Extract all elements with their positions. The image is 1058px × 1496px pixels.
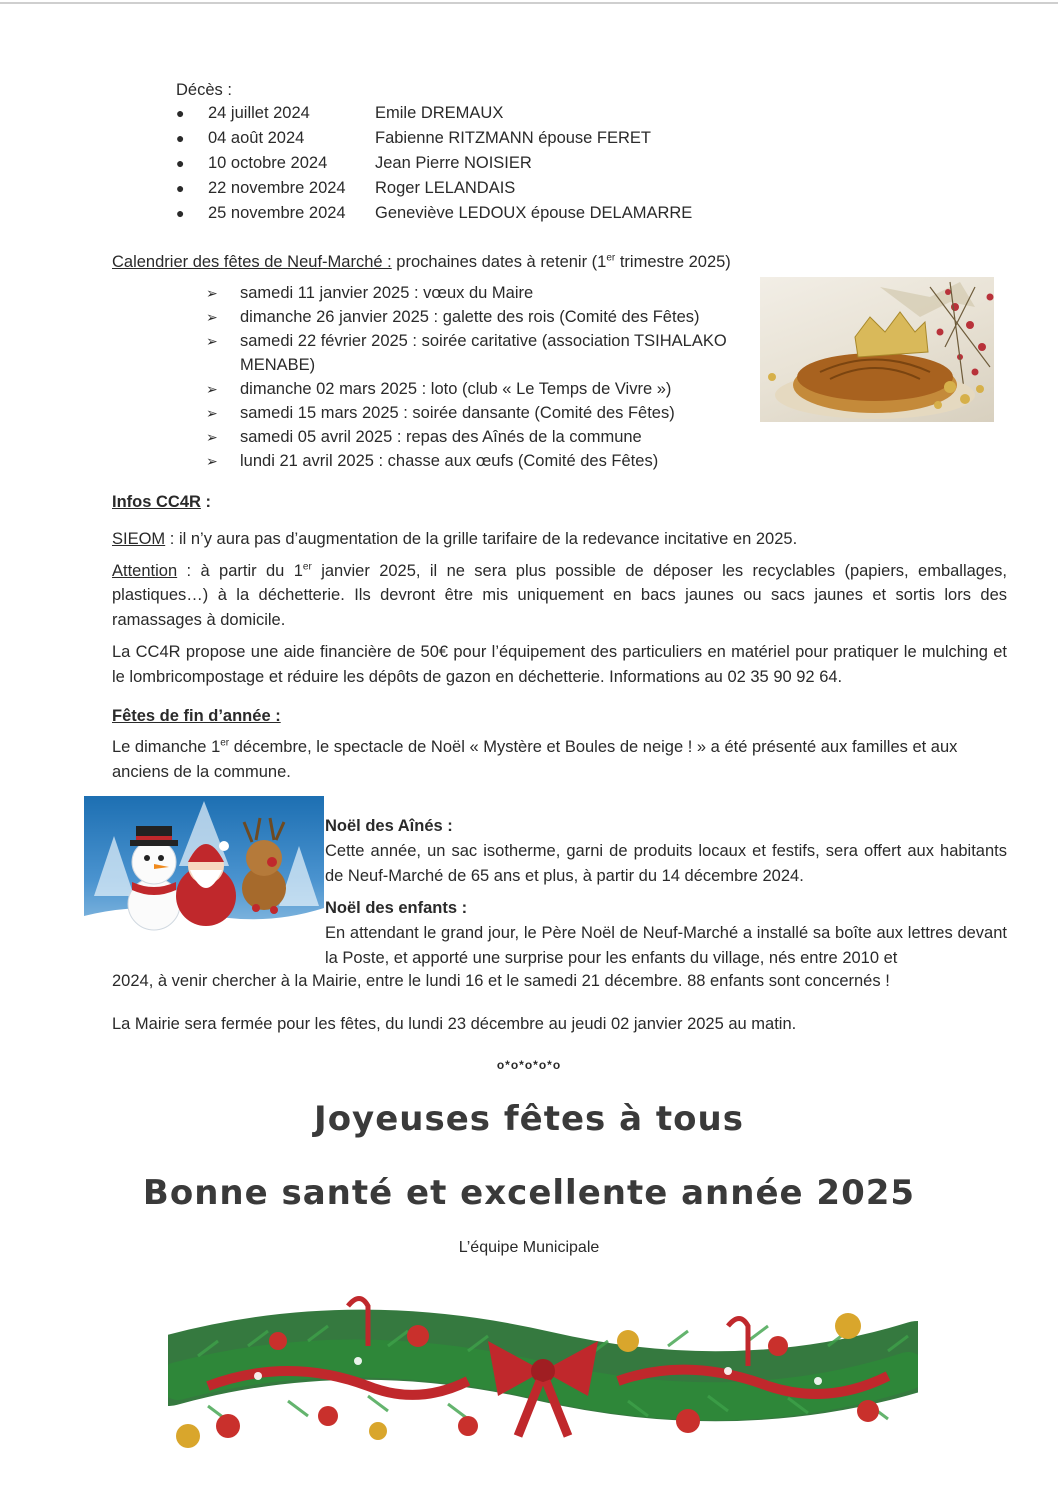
calendar-event-text: samedi 15 mars 2025 : soirée dansante (Comité des Fêtes): [240, 404, 675, 422]
arrow-right-icon: ➢: [206, 285, 218, 301]
calendar-event-text: samedi 05 avril 2025 : repas des Aînés de la commune: [240, 428, 642, 446]
fetes-text-b: décembre, le spectacle de Noël « Mystère et Boules de neige ! » a été présenté aux familles et aux anciens de la commune.: [112, 737, 958, 781]
galette-photo: [760, 277, 994, 422]
deces-name: Roger LELANDAIS: [375, 179, 516, 197]
fetes-paragraph: [112, 735, 1007, 785]
christmas-garland: [168, 1286, 918, 1456]
noel-section: [325, 814, 1007, 971]
bullet-icon: ●: [176, 180, 185, 196]
calendar-event: [206, 329, 746, 377]
calendar-title: Calendrier des fêtes de Neuf-Marché :: [112, 253, 392, 271]
noel-enfants-text-continued: 2024, à venir chercher à la Mairie, entre le lundi 16 et le samedi 21 décembre. 88 enfants sont concernés !: [112, 972, 890, 990]
arrow-right-icon: ➢: [206, 381, 218, 397]
calendar-event: [206, 377, 746, 401]
infos-title-colon: :: [200, 493, 212, 511]
bullet-icon: ●: [176, 205, 185, 221]
snowman-santa-reindeer-illustration: [84, 796, 324, 948]
signature: L’équipe Municipale: [458, 1239, 600, 1256]
attention-label: Attention: [112, 561, 178, 580]
calendar-event-text: samedi 11 janvier 2025 : vœux du Maire: [240, 284, 534, 302]
calendar-event-text: dimanche 26 janvier 2025 : galette des rois (Comité des Fêtes): [240, 308, 700, 326]
infos-heading: [112, 490, 1007, 515]
noel-aines-text: Cette année, un sac isotherme, garni de produits locaux et festifs, sera offert aux habitants de Neuf-Marché de 65 ans et plus, à partir du 14 décembre 2024.: [325, 841, 1007, 885]
calendar-intro-a: prochaines dates à retenir (1: [391, 253, 607, 271]
calendar-heading: [112, 250, 731, 275]
calendar-event: [206, 401, 746, 425]
noel-enfants-title: Noël des enfants :: [325, 899, 468, 918]
sieom-text: : il n’y aura pas d’augmentation de la grille tarifaire de la redevance incitative en 2025.: [165, 529, 798, 548]
noel-enfants-text: En attendant le grand jour, le Père Noël de Neuf-Marché a installé sa boîte aux lettres devant la Poste, et apporté une surprise pour les enfants du village, nés entre 2010 et: [325, 924, 1007, 967]
infos-cc4r-section: [112, 490, 1007, 689]
calendar-intro-b: trimestre 2025): [615, 253, 731, 271]
sieom-paragraph: [112, 527, 1007, 552]
deces-name: Emile DREMAUX: [375, 104, 504, 122]
attention-text-a: : à partir du 1: [177, 561, 303, 580]
deces-date: 22 novembre 2024: [208, 179, 346, 197]
page-top-border: [0, 2, 1058, 4]
deces-name: Fabienne RITZMANN épouse FERET: [375, 129, 652, 147]
infos-title: Infos CC4R: [112, 493, 201, 511]
calendar-event: [206, 281, 746, 305]
deces-date: 10 octobre 2024: [208, 154, 328, 172]
fetes-title: Fêtes de fin d’année :: [112, 707, 281, 725]
calendar-event-list: [206, 281, 746, 473]
arrow-right-icon: ➢: [206, 333, 218, 349]
calendar-event: [206, 449, 746, 473]
fetes-text-a: Le dimanche 1: [112, 737, 221, 756]
aide-paragraph: La CC4R propose une aide financière de 50€ pour l’équipement des particuliers en matériel pour pratiquer le mulching et le lombricompostage et réduire les dépôts de gazon en déchetterie. Informations au 02 35 90 92 64.: [112, 642, 1007, 686]
bullet-icon: ●: [176, 130, 185, 146]
calendar-event: [206, 425, 746, 449]
greeting-line-2: Bonne santé et excellente année 2025: [142, 1173, 916, 1213]
deces-date: 04 août 2024: [208, 129, 305, 147]
calendar-event-text: lundi 21 avril 2025 : chasse aux œufs (Comité des Fêtes): [240, 452, 659, 470]
bullet-icon: ●: [176, 105, 185, 121]
sieom-label: SIEOM: [112, 529, 166, 548]
arrow-right-icon: ➢: [206, 453, 218, 469]
calendar-intro-sup: er: [606, 252, 616, 264]
greeting-line-1: Joyeuses fêtes à tous: [314, 1099, 744, 1139]
deces-date: 24 juillet 2024: [208, 104, 310, 122]
mairie-closed-notice: La Mairie sera fermée pour les fêtes, du lundi 23 décembre au jeudi 02 janvier 2025 au matin.: [112, 1015, 797, 1033]
deces-heading: Décès :: [176, 81, 232, 99]
attention-sup: er: [302, 561, 312, 572]
calendar-event-text: dimanche 02 mars 2025 : loto (club « Le Temps de Vivre »): [240, 380, 672, 398]
noel-aines-title: Noël des Aînés :: [325, 817, 453, 835]
fetes-sup: er: [220, 737, 230, 749]
arrow-right-icon: ➢: [206, 429, 218, 445]
deces-name: Jean Pierre NOISIER: [375, 154, 532, 172]
deces-date: 25 novembre 2024: [208, 204, 346, 222]
bullet-icon: ●: [176, 155, 185, 171]
attention-paragraph: [112, 559, 1007, 633]
arrow-right-icon: ➢: [206, 405, 218, 421]
decorative-separator: o*o*o*o*o: [496, 1058, 562, 1072]
arrow-right-icon: ➢: [206, 309, 218, 325]
fetes-section: [112, 704, 1007, 784]
calendar-event: [206, 305, 746, 329]
attention-text-b: janvier 2025, il ne sera plus possible de déposer les recyclables (papiers, emballages, plastiques…) à la déchetterie. Ils devront être mis uniquement en bacs jaunes ou sacs jaunes et sortis lors des ramassages à domicile.: [112, 561, 1007, 629]
deces-name: Geneviève LEDOUX épouse DELAMARRE: [375, 204, 693, 222]
calendar-event-text: samedi 22 février 2025 : soirée caritative (association TSIHALAKO MENABE): [240, 332, 727, 374]
